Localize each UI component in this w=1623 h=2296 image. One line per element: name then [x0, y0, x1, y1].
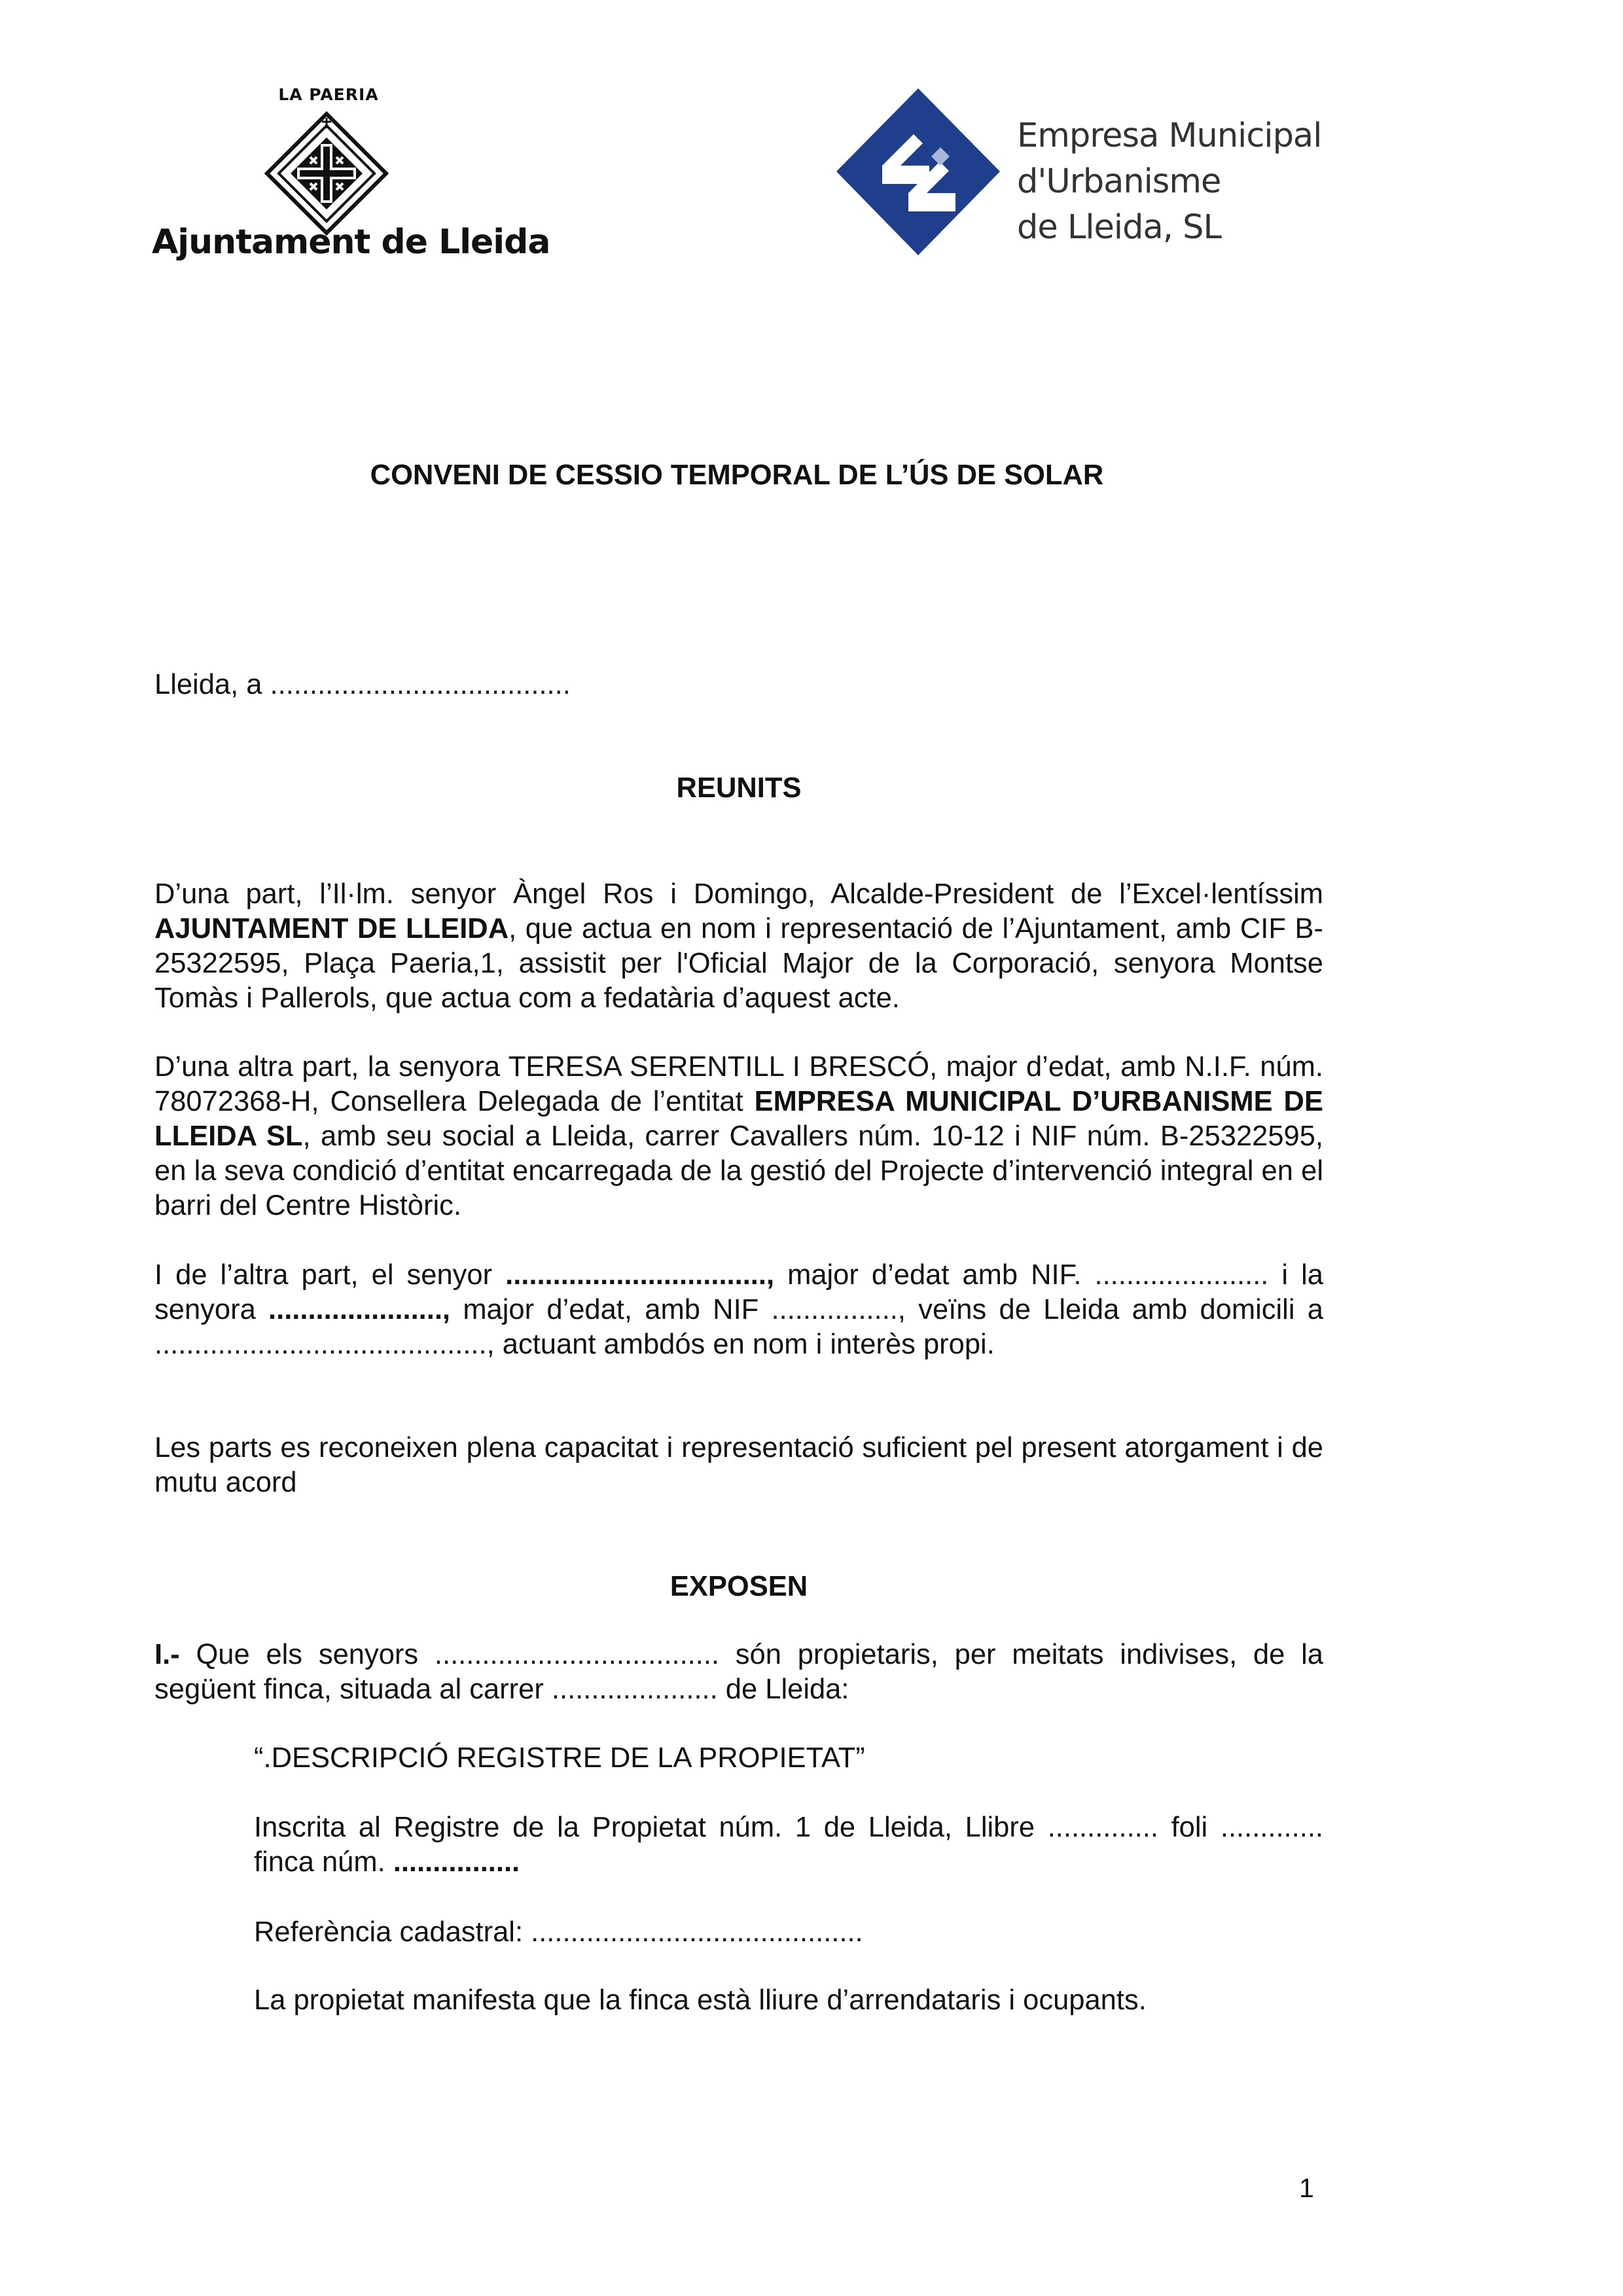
text-run: major d’edat, amb NIF ................, veïns de Lleida amb domicili a .........................................., actuant ambdós en nom i interès propi.: [154, 1294, 1323, 1360]
emu-diamond-logo-icon: [836, 88, 1000, 255]
text-run: major d’edat amb NIF. ...................... i la senyora: [154, 1259, 1323, 1325]
paragraph-third-party: [154, 1258, 1323, 1362]
quote-registry-description: “.DESCRIPCIÓ REGISTRE DE LA PROPIETAT”: [254, 1742, 865, 1774]
text-run: D’una altra part, la senyora TERESA SERENTILL I BRESCÓ, major d’edat, amb N.I.F. núm. 78072368-H, Consellera Delegada de l’entitat: [154, 1051, 1323, 1117]
bold-run: ................: [393, 1846, 520, 1878]
paragraph-first-party: [154, 877, 1323, 1016]
paeria-label: LA PAERIA: [278, 85, 379, 104]
quote-cadastral-reference: Referència cadastral: ..........................................: [254, 1916, 863, 1948]
paeria-emblem-icon: [264, 111, 389, 236]
text-run: , que actua en nom i representació de l’Ajuntament, amb CIF B-25322595, Plaça Paeria,1, assistit per l'Oficial Major de la Corporació, senyora Montse Tomàs i Pallerols, que actua com a fedatària d’aquest acte.: [154, 913, 1323, 1014]
text-run: , amb seu social a Lleida, carrer Cavallers núm. 10-12 i NIF núm. B-25322595, en la seva condició d’entitat encarregada de la gestió del Projecte d’intervenció integral en el barri del Centre Històric.: [154, 1121, 1323, 1221]
quote-registry-inscription: [254, 1810, 1323, 1880]
emu-line-2: d'Urbanisme: [1017, 162, 1221, 201]
text-run: D’una part, l’Il·lm. senyor Àngel Ros i Domingo, Alcalde-President de l’Excel·lentíssim: [154, 878, 1323, 910]
text-run: I de l’altra part, el senyor: [154, 1259, 506, 1291]
text-run: Que els senyors .................................... són propietaris, per meitats indivises, de la següent finca, situada al carrer ..................... de Lleida:: [154, 1639, 1323, 1705]
bold-run: ......................,: [268, 1294, 451, 1325]
bold-run: EMPRESA MUNICIPAL D’URBANISME DE LLEIDA SL: [154, 1086, 1323, 1152]
page-number: 1: [1299, 2173, 1314, 2203]
ajuntament-logo: [152, 85, 550, 268]
paragraph-expose-1: [154, 1638, 1323, 1707]
bold-run: I.-: [154, 1639, 180, 1670]
text-run: Inscrita al Registre de la Propietat núm. 1 de Lleida, Llibre .............. foli ............. finca núm.: [254, 1812, 1323, 1878]
place-date: Lleida, a ......................................: [154, 669, 571, 700]
emu-name: [1017, 113, 1357, 251]
bold-run: AJUNTAMENT DE LLEIDA: [154, 913, 509, 944]
quote-free-of-tenants: La propietat manifesta que la finca està lliure d’arrendataris i ocupants.: [254, 1984, 1147, 2016]
document-title: CONVENI DE CESSIO TEMPORAL DE L’ÚS DE SOLAR: [370, 459, 1104, 491]
emu-line-3: de Lleida, SL: [1017, 208, 1221, 247]
emu-line-1: Empresa Municipal: [1017, 117, 1322, 155]
section-heading-exposen: EXPOSEN: [669, 1571, 808, 1602]
bold-run: .................................,: [505, 1259, 775, 1291]
ajuntament-name: Ajuntament de Lleida: [152, 223, 550, 262]
paragraph-second-party: [154, 1050, 1323, 1223]
emu-logo: [836, 88, 1360, 259]
section-heading-reunits: REUNITS: [676, 772, 802, 804]
paragraph-capacity: Les parts es reconeixen plena capacitat i representació suficient pel present atorgament i de mutu acord: [154, 1432, 1323, 1498]
